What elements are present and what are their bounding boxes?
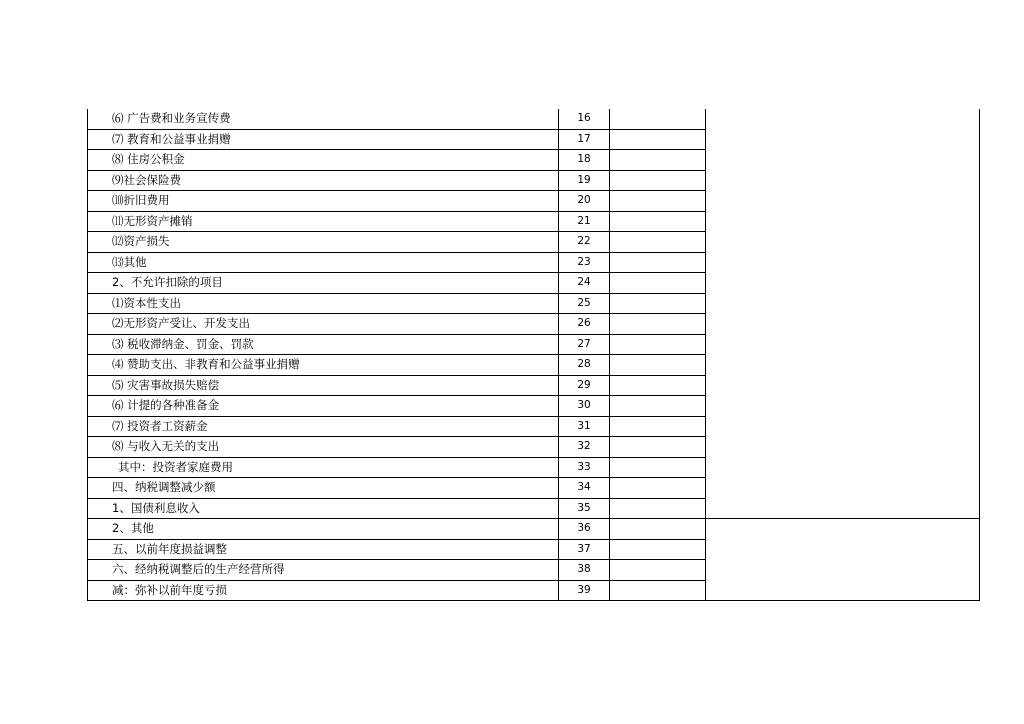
- row-label: ⑷ 赞助支出、非教育和公益事业捐赠: [88, 355, 559, 376]
- amount-cell[interactable]: [610, 334, 706, 355]
- row-number: 16: [559, 109, 610, 129]
- row-number: 18: [559, 150, 610, 171]
- table-row: [88, 109, 980, 129]
- row-number: 33: [559, 457, 610, 478]
- amount-cell[interactable]: [610, 478, 706, 499]
- row-number: 39: [559, 580, 610, 601]
- row-number: 34: [559, 478, 610, 499]
- row-number: 24: [559, 273, 610, 294]
- row-number: 38: [559, 560, 610, 581]
- row-number: 19: [559, 170, 610, 191]
- row-number: 26: [559, 314, 610, 335]
- row-label: 五、以前年度损益调整: [88, 539, 559, 560]
- amount-cell[interactable]: [610, 150, 706, 171]
- row-label: ⑻ 与收入无关的支出: [88, 437, 559, 458]
- tax-adjustment-table: [87, 109, 980, 601]
- amount-cell[interactable]: [610, 191, 706, 212]
- row-number: 36: [559, 519, 610, 540]
- row-number: 27: [559, 334, 610, 355]
- amount-cell[interactable]: [610, 170, 706, 191]
- row-number: 35: [559, 498, 610, 519]
- amount-cell[interactable]: [610, 560, 706, 581]
- row-label: ⑵无形资产受让、开发支出: [88, 314, 559, 335]
- row-label: ⑹ 计提的各种准备金: [88, 396, 559, 417]
- row-number: 22: [559, 232, 610, 253]
- amount-cell[interactable]: [610, 109, 706, 129]
- row-number: 37: [559, 539, 610, 560]
- amount-cell[interactable]: [610, 129, 706, 150]
- row-label: 2、不允许扣除的项目: [88, 273, 559, 294]
- amount-cell[interactable]: [610, 437, 706, 458]
- amount-cell[interactable]: [610, 375, 706, 396]
- row-number: 31: [559, 416, 610, 437]
- row-number: 23: [559, 252, 610, 273]
- amount-cell[interactable]: [610, 539, 706, 560]
- table-row: [88, 519, 980, 540]
- row-number: 28: [559, 355, 610, 376]
- row-label: ⑼社会保险费: [88, 170, 559, 191]
- row-number: 29: [559, 375, 610, 396]
- row-label: ⑴资本性支出: [88, 293, 559, 314]
- amount-cell[interactable]: [610, 580, 706, 601]
- row-label: 其中：投资者家庭费用: [88, 457, 559, 478]
- row-number: 21: [559, 211, 610, 232]
- row-number: 32: [559, 437, 610, 458]
- row-label: ⑺ 投资者工资薪金: [88, 416, 559, 437]
- amount-cell[interactable]: [610, 416, 706, 437]
- row-label: ⑸ 灾害事故损失赔偿: [88, 375, 559, 396]
- amount-cell[interactable]: [610, 252, 706, 273]
- row-label: ⑺ 教育和公益事业捐赠: [88, 129, 559, 150]
- row-number: 17: [559, 129, 610, 150]
- row-label: ⑽折旧费用: [88, 191, 559, 212]
- row-label: 减：弥补以前年度亏损: [88, 580, 559, 601]
- note-cell[interactable]: [706, 109, 980, 519]
- amount-cell[interactable]: [610, 519, 706, 540]
- amount-cell[interactable]: [610, 314, 706, 335]
- amount-cell[interactable]: [610, 457, 706, 478]
- row-label: ⑶ 税收滞纳金、罚金、罚款: [88, 334, 559, 355]
- row-number: 20: [559, 191, 610, 212]
- row-label: ⑹ 广告费和业务宣传费: [88, 109, 559, 129]
- row-label: 1、国债利息收入: [88, 498, 559, 519]
- row-label: ⑾无形资产摊销: [88, 211, 559, 232]
- row-label: ⑻ 住房公积金: [88, 150, 559, 171]
- row-label: 六、经纳税调整后的生产经营所得: [88, 560, 559, 581]
- row-label: ⒀其他: [88, 252, 559, 273]
- row-label: 四、纳税调整减少额: [88, 478, 559, 499]
- amount-cell[interactable]: [610, 396, 706, 417]
- amount-cell[interactable]: [610, 273, 706, 294]
- amount-cell[interactable]: [610, 498, 706, 519]
- amount-cell[interactable]: [610, 355, 706, 376]
- amount-cell[interactable]: [610, 211, 706, 232]
- row-label: 2、其他: [88, 519, 559, 540]
- note-cell[interactable]: [706, 519, 980, 601]
- amount-cell[interactable]: [610, 232, 706, 253]
- row-number: 30: [559, 396, 610, 417]
- amount-cell[interactable]: [610, 293, 706, 314]
- row-number: 25: [559, 293, 610, 314]
- row-label: ⑿资产损失: [88, 232, 559, 253]
- table-body: [88, 109, 980, 601]
